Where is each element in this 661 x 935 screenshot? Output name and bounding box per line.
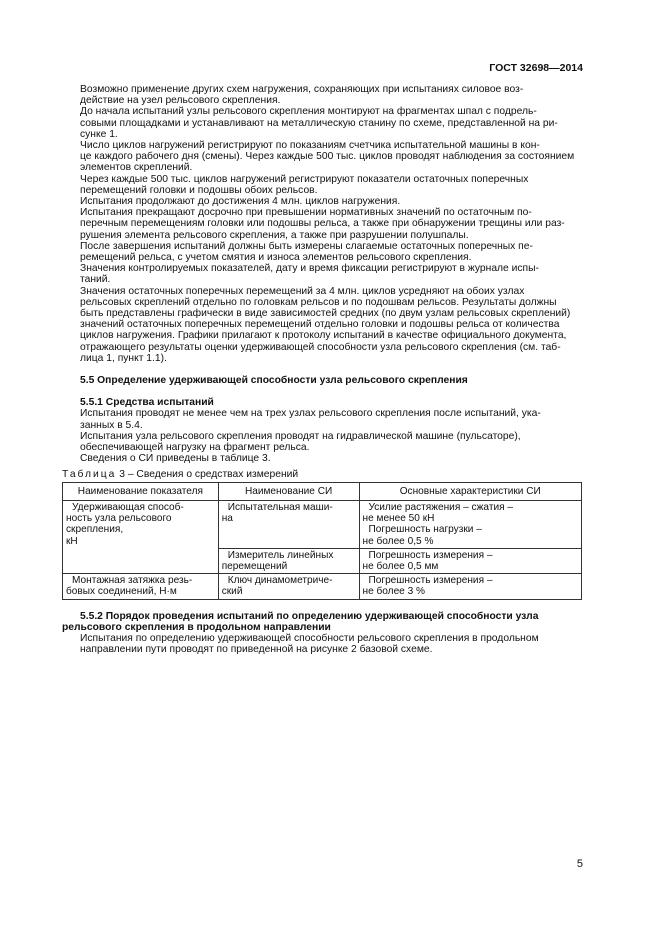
paragraph: Значения контролируемых показателей, дату и время фиксации регистрируют в журнале испы- таний. — [80, 263, 539, 286]
paragraph: Сведения о СИ приведены в таблице 3. — [80, 453, 271, 465]
paragraph: Испытания продолжают до достижения 4 млн. циклов нагружения. — [80, 196, 401, 208]
paragraph: Значения остаточных поперечных перемещений за 4 млн. циклов усредняют на обоих узлах рельсовых скреплений отдельно по головкам рельсов и по подошвам рельсов. Результаты должны быть представлены графически в виде зависимостей средних (по двум узлам рельсовых скреплений) значений остаточных поперечных перемещений отдельно головки и подошвы рельса от количества циклов нагружения. Графики прилагают к протоколу испытаний в качестве официального документа, отражающего результаты оценки удерживающей способности узла рельсового скрепления (см. таб- лица 1, пункт 1.1). — [80, 285, 571, 364]
paragraph: Возможно применение других схем нагружения, сохраняющих при испытаниях силовое воз- действие на узел рельсового скрепления. — [80, 84, 524, 107]
table-cell: Погрешность измерения – не более 3 % — [359, 574, 581, 599]
column-header: Наименование показателя — [63, 482, 219, 500]
paragraph: До начала испытаний узлы рельсового скрепления монтируют на фрагментах шпал с подрель- совыми площадками и устанавливают на металлическую станину по схеме, представленной на ри- сунке 1. — [80, 106, 558, 140]
subsection-heading: 5.5.1 Средства испытаний — [80, 397, 214, 409]
measurement-instruments-table — [62, 482, 582, 600]
column-header: Основные характеристики СИ — [359, 482, 581, 500]
table-cell: Погрешность измерения – не более 0,5 мм — [359, 548, 581, 573]
table-cell: Монтажная затяжка резь- бовых соединений, Н·м — [63, 574, 219, 599]
table-row — [63, 500, 582, 548]
table-caption: Таблица 3 – Сведения о средствах измерений — [62, 468, 299, 480]
paragraph: Через каждые 500 тыс. циклов нагружений регистрируют показатели остаточных поперечных перемещений головки и подошвы обоих рельсов. — [80, 173, 529, 196]
paragraph: Испытания по определению удерживающей способности рельсового скрепления в продольном направлении пути проводят по приведенной на рисунке 2 базовой схеме. — [80, 632, 539, 656]
paragraph: После завершения испытаний должны быть измерены слагаемые остаточных поперечных пе- ремещений рельса, с учетом смятия и износа элементов рельсового скрепления. — [80, 240, 533, 264]
table-cell: Испытательная маши- на — [218, 500, 359, 548]
table-header-row — [63, 482, 582, 500]
table-cell: Ключ динамометриче- ский — [218, 574, 359, 599]
table-row — [63, 574, 582, 599]
column-header: Наименование СИ — [218, 482, 359, 500]
paragraph: Испытания узла рельсового скрепления проводят на гидравлической машине (пульсаторе), обеспечивающей нагрузку на фрагмент рельса. — [80, 430, 521, 454]
paragraph: Испытания проводят не менее чем на трех узлах рельсового скрепления после испытаний, ука- занных в 5.4. — [80, 408, 541, 431]
table-cell: Усилие растяжения – сжатия – не менее 50 кН Погрешность нагрузки – не более 0,5 % — [359, 500, 581, 548]
paragraph: Испытания прекращают досрочно при превышении нормативных значений по остаточным по- перечным перемещениям головки или подошвы рельса, а также при обнаружении трещины или раз- рушения элемента рельсового скрепления, а также при разрушении полушпалы. — [80, 207, 565, 241]
page-content — [62, 84, 583, 655]
section-heading: 5.5 Определение удерживающей способности узла рельсового скрепления — [80, 375, 468, 387]
paragraph: Число циклов нагружений регистрируют по показаниям счетчика испытательной машины в кон- це каждого рабочего дня (смены). Через каждые 500 тыс. циклов проводят наблюдения за состоянием элементов скреплений. — [80, 140, 575, 174]
standard-header: ГОСТ 32698—2014 — [489, 62, 583, 74]
table-cell: Измеритель линейных перемещений — [218, 548, 359, 573]
subsection-heading: 5.5.2 Порядок проведения испытаний по определению удерживающей способности узла рельсового скрепления в продольном направлении — [62, 610, 539, 633]
table-cell: Удерживающая способ- ность узла рельсового скрепления, кН — [63, 500, 219, 573]
page-number: 5 — [576, 858, 583, 870]
